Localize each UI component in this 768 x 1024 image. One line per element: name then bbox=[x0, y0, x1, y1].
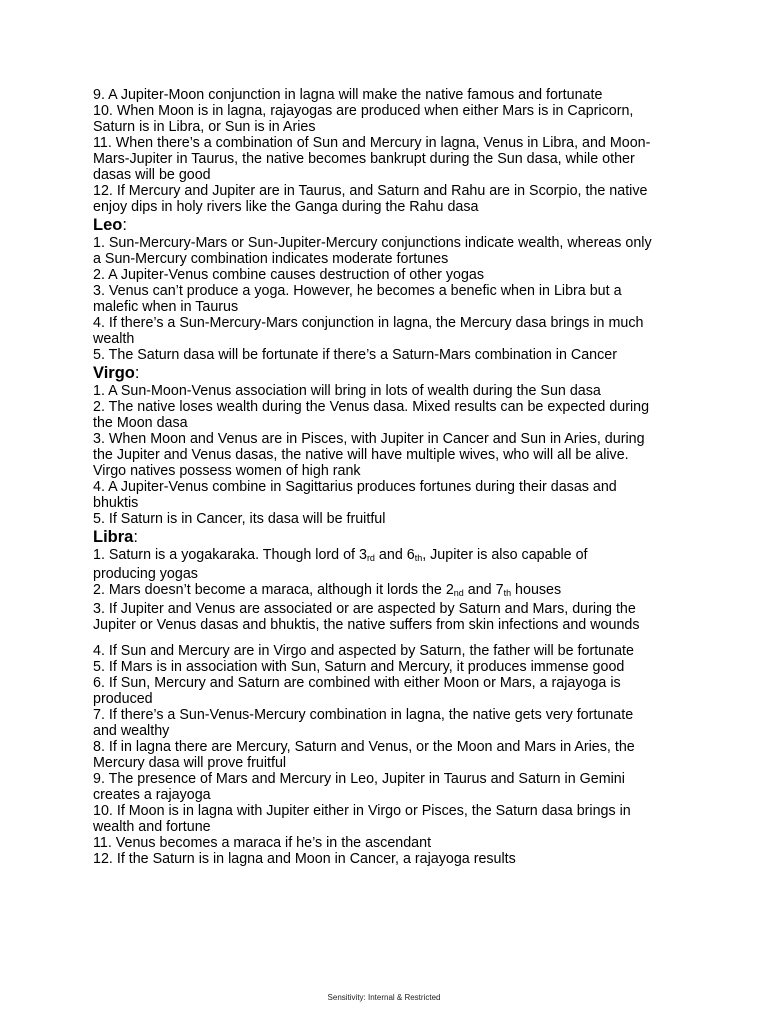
libra-item bbox=[93, 582, 653, 601]
libra-item: 4. If Sun and Mercury are in Virgo and aspected by Saturn, the father will be fortunate bbox=[93, 643, 634, 659]
intro-item: 10. When Moon is in lagna, rajayogas are produced when either Mars is in Capricorn, Saturn is in Libra, or Sun is in Aries bbox=[93, 103, 634, 135]
document-body bbox=[93, 87, 653, 867]
libra-item: 10. If Moon is in lagna with Jupiter either in Virgo or Pisces, the Saturn dasa brings in wealth and fortune bbox=[93, 803, 631, 835]
section-heading-libra: Libra: bbox=[93, 528, 138, 546]
intro-item: 9. A Jupiter-Moon conjunction in lagna will make the native famous and fortunate bbox=[93, 87, 603, 103]
libra-item: 6. If Sun, Mercury and Saturn are combined with either Moon or Mars, a rajayoga is produced bbox=[93, 675, 621, 707]
intro-item: 12. If Mercury and Jupiter are in Taurus, and Saturn and Rahu are in Scorpio, the native enjoy dips in holy rivers like the Ganga during the Rahu dasa bbox=[93, 183, 648, 215]
libra-item-1-post: , Jupiter is also capable of producing yogas bbox=[93, 547, 588, 582]
ordinal-suffix: rd bbox=[366, 553, 375, 563]
libra-item: 11. Venus becomes a maraca if he’s in the ascendant bbox=[93, 835, 432, 851]
ordinal-suffix: nd bbox=[453, 588, 464, 598]
paragraph-gap bbox=[93, 633, 653, 643]
leo-item: 3. Venus can’t produce a yoga. However, he becomes a benefic when in Libra but a malefic when in Taurus bbox=[93, 283, 622, 315]
leo-item: 1. Sun-Mercury-Mars or Sun-Jupiter-Mercury conjunctions indicate wealth, whereas only a Sun-Mercury combination indicates moderate fortunes bbox=[93, 235, 652, 267]
libra-item: 3. If Jupiter and Venus are associated or are aspected by Saturn and Mars, during the Jupiter or Venus dasas and bhuktis, the native suffers from skin infections and wounds bbox=[93, 601, 640, 633]
section-heading-leo: Leo: bbox=[93, 216, 127, 234]
libra-heading-text: Libra bbox=[93, 528, 134, 546]
sensitivity-footer: Sensitivity: Internal & Restricted bbox=[327, 993, 441, 1002]
leo-item: 4. If there’s a Sun-Mercury-Mars conjunction in lagna, the Mercury dasa brings in much wealth bbox=[93, 315, 644, 347]
virgo-item: 2. The native loses wealth during the Venus dasa. Mixed results can be expected during the Moon dasa bbox=[93, 399, 650, 431]
libra-item: 9. The presence of Mars and Mercury in Leo, Jupiter in Taurus and Saturn in Gemini creates a rajayoga bbox=[93, 771, 625, 803]
virgo-item: 1. A Sun-Moon-Venus association will bring in lots of wealth during the Sun dasa bbox=[93, 383, 601, 399]
libra-item-1-mid: and 6 bbox=[374, 547, 415, 563]
virgo-item: 4. A Jupiter-Venus combine in Sagittarius produces fortunes during their dasas and bhuktis bbox=[93, 479, 617, 511]
ordinal-suffix: th bbox=[414, 553, 423, 563]
libra-item-2-pre: 2. Mars doesn’t become a maraca, although it lords the 2 bbox=[93, 582, 454, 598]
libra-item: 5. If Mars is in association with Sun, Saturn and Mercury, it produces immense good bbox=[93, 659, 625, 675]
libra-item-2-post: houses bbox=[511, 582, 562, 598]
libra-item-2-mid: and 7 bbox=[463, 582, 504, 598]
intro-item: 11. When there’s a combination of Sun and Mercury in lagna, Venus in Libra, and Moon-Mars-Jupiter in Taurus, the native becomes bankrupt during the Sun dasa, while other dasas will be good bbox=[93, 135, 651, 183]
libra-item bbox=[93, 547, 653, 582]
leo-item: 5. The Saturn dasa will be fortunate if there’s a Saturn-Mars combination in Cancer bbox=[93, 347, 617, 363]
virgo-heading-text: Virgo bbox=[93, 364, 135, 382]
libra-item: 8. If in lagna there are Mercury, Saturn and Venus, or the Moon and Mars in Aries, the Mercury dasa will prove fruitful bbox=[93, 739, 635, 771]
libra-item: 7. If there’s a Sun-Venus-Mercury combination in lagna, the native gets very fortunate and wealthy bbox=[93, 707, 634, 739]
libra-item-1-pre: 1. Saturn is a yogakaraka. Though lord of 3 bbox=[93, 547, 367, 563]
virgo-item: 3. When Moon and Venus are in Pisces, with Jupiter in Cancer and Sun in Aries, during the Jupiter and Venus dasas, the native will have multiple wives, who will all be alive. Virgo natives possess women of high rank bbox=[93, 431, 645, 479]
virgo-item: 5. If Saturn is in Cancer, its dasa will be fruitful bbox=[93, 511, 386, 527]
leo-heading-text: Leo bbox=[93, 216, 123, 234]
leo-item: 2. A Jupiter-Venus combine causes destruction of other yogas bbox=[93, 267, 485, 283]
section-heading-virgo: Virgo: bbox=[93, 364, 140, 382]
libra-item: 12. If the Saturn is in lagna and Moon in Cancer, a rajayoga results bbox=[93, 851, 516, 867]
ordinal-suffix: th bbox=[503, 588, 512, 598]
